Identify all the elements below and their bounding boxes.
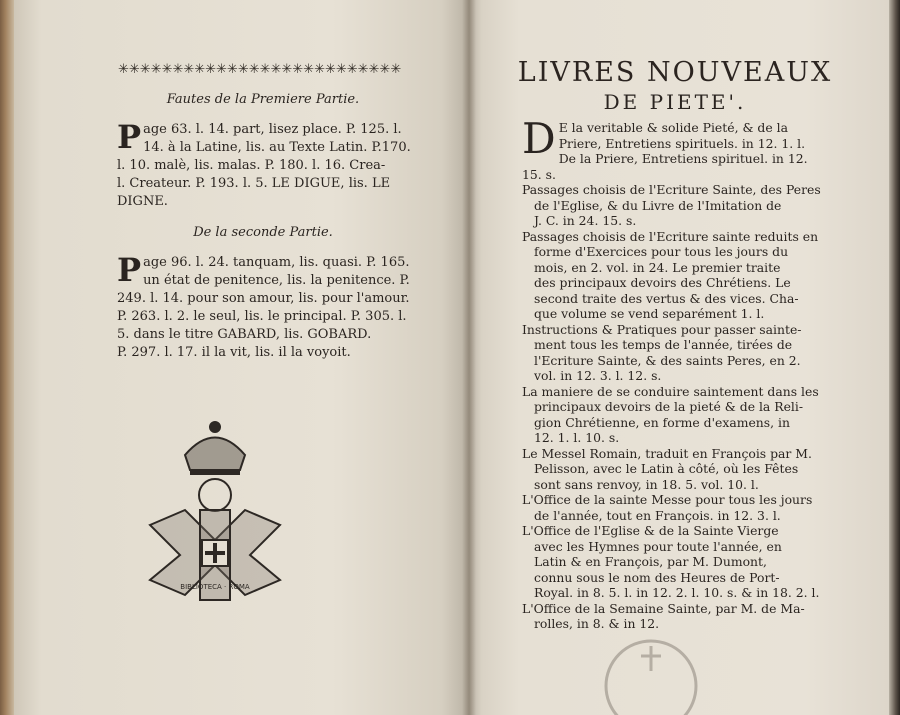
book-entry xyxy=(522,523,824,601)
entry-line: L'Office de la sainte Messe pour tous les jours xyxy=(522,492,813,507)
entry-line: l'Ecriture Sainte, & des saints Peres, en 2. xyxy=(534,352,801,368)
entry-line: De la Priere, Entretiens spirituel. in 12. 15. s. xyxy=(522,151,808,182)
entry-line: 12. 1. l. 10. s. xyxy=(534,430,620,445)
entry-line: que volume se vend separément 1. l. xyxy=(534,306,765,321)
entry-line: Royal. in 8. 5. l. in 12. 2. l. 10. s. & in 18. 2. l. xyxy=(534,585,820,600)
entry-line: de l'année, tout en François. in 12. 3. l. xyxy=(534,507,781,523)
errata-heading-second-part: De la seconde Partie. xyxy=(193,225,333,240)
errata-paragraph-first-part xyxy=(117,118,412,211)
left-page-edge xyxy=(0,0,14,715)
errata-line: P. 263. l. 2. le seul, lis. le principal. P. 305. l. xyxy=(117,309,407,324)
entry-line: forme d'Exercices pour tous les jours du xyxy=(534,244,789,259)
errata-line: age 63. l. 14. part, lisez place. P. 125. l. xyxy=(143,122,402,137)
book-list xyxy=(522,114,824,632)
errata-line: P. 297. l. 17. il la vit, lis. il la voyoit. xyxy=(117,345,351,360)
book-entry xyxy=(522,322,824,384)
faint-stamp-mark xyxy=(596,626,706,715)
page-title: LIVRES NOUVEAUX xyxy=(517,57,833,88)
entry-line: ment tous les temps de l'année, tirées de xyxy=(534,337,793,352)
errata-line: 5. dans le titre GABARD, lis. GOBARD. xyxy=(117,327,372,342)
drop-cap: P xyxy=(117,251,142,289)
entry-line: Pelisson, avec le Latin à côté, où les Fêtes xyxy=(534,461,799,476)
errata-line: un état de penitence, lis. la penitence. P. xyxy=(143,273,410,288)
entry-line: Passages choisis de l'Ecriture sainte reduits en xyxy=(522,228,819,244)
book-entry xyxy=(522,151,824,182)
book-entry xyxy=(522,384,824,446)
book-entry xyxy=(522,182,824,229)
errata-line: l. Createur. P. 193. l. 5. LE DIGUE, lis. LE xyxy=(117,176,391,191)
errata-line: 14. à la Latine, lis. au Texte Latin. P.170. xyxy=(143,140,411,155)
entry-line: mois, en 2. vol. in 24. Le premier traite xyxy=(534,259,781,275)
errata-line: age 96. l. 24. tanquam, lis. quasi. P. 165. xyxy=(143,255,410,270)
entry-line: rolles, in 8. & in 12. xyxy=(534,616,660,631)
entry-line: de l'Eglise, & du Livre de l'Imitation de xyxy=(534,197,782,213)
entry-line: La maniere de se conduire saintement dans les xyxy=(522,383,819,399)
entry-line: avec les Hymnes pour toute l'année, en xyxy=(534,538,782,554)
entry-line: principaux devoirs de la pieté & de la Reli- xyxy=(534,399,804,414)
book-gutter xyxy=(462,0,476,715)
entry-line: des principaux devoirs des Chrétiens. Le xyxy=(534,275,791,290)
entry-line: Priere, Entretiens spirituels. in 12. 1. l. xyxy=(558,135,806,151)
entry-line: vol. in 12. 3. l. 12. s. xyxy=(534,368,662,383)
entry-line: sont sans renvoy, in 18. 5. vol. 10. l. xyxy=(534,476,759,492)
entry-line: Latin & en François, par M. Dumont, xyxy=(534,554,767,569)
entry-line: second traite des vertus & des vices. Cha- xyxy=(534,290,799,306)
entry-line: Instructions & Pratiques pour passer sainte- xyxy=(522,321,802,337)
entry-line: gion Chrétienne, en forme d'examens, in xyxy=(534,414,790,430)
entry-line: J. C. in 24. 15. s. xyxy=(534,213,637,228)
stamp-lettering: BIBLIOTECA · ROMA xyxy=(180,583,250,591)
entry-line: L'Office de l'Eglise & de la Sainte Vierge xyxy=(522,523,779,538)
page-subtitle: DE PIETE'. xyxy=(603,90,747,114)
entry-line: E la veritable & solide Pieté, & de la xyxy=(558,120,788,135)
right-page-edge xyxy=(889,0,900,715)
library-stamp xyxy=(140,415,290,610)
errata-line: DIGNE. xyxy=(117,194,168,209)
errata-line: l. 10. malè, lis. malas. P. 180. l. 16. Crea- xyxy=(117,158,386,173)
book-entry xyxy=(522,229,824,322)
book-entry xyxy=(522,492,824,523)
drop-cap: P xyxy=(117,118,142,156)
errata-heading-first-part: Fautes de la Premiere Partie. xyxy=(166,92,360,107)
entry-line: Le Messel Romain, traduit en François par M. xyxy=(522,445,812,461)
entry-line: connu sous le nom des Heures de Port- xyxy=(534,569,780,585)
book-entry xyxy=(522,114,824,163)
ornament-border: ✳✳✳✳✳✳✳✳✳✳✳✳✳✳✳✳✳✳✳✳✳✳✳✳✳✳ xyxy=(118,62,402,76)
errata-paragraph-second-part xyxy=(117,251,412,362)
errata-line: 249. l. 14. pour son amour, lis. pour l'amour. xyxy=(117,291,410,306)
drop-cap: D xyxy=(522,114,556,163)
entry-line: L'Office de la Semaine Sainte, par M. de Ma- xyxy=(522,600,805,616)
book-entry xyxy=(522,446,824,493)
entry-line: Passages choisis de l'Ecriture Sainte, des Peres xyxy=(522,182,821,197)
